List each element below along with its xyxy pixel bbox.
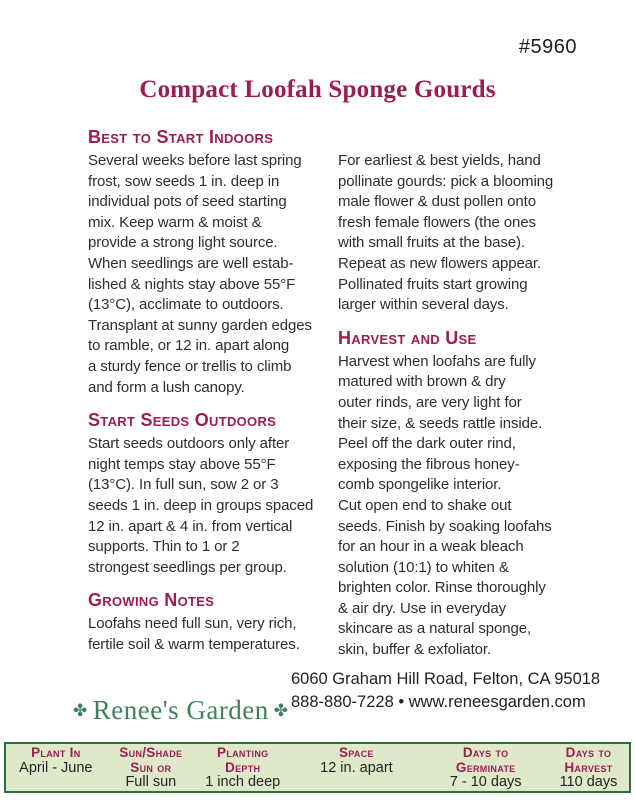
body-text-line: a sturdy fence or trellis to climb	[88, 357, 292, 375]
info-table-value: 7 - 10 days	[449, 774, 522, 790]
address-line: 6060 Graham Hill Road, Felton, CA 95018	[291, 670, 601, 688]
body-text-line: Pollinated fruits start growing	[338, 275, 528, 293]
body-text-line: Repeat as new flowers appear.	[338, 254, 542, 272]
contact-block	[291, 668, 600, 713]
brand-name: Renee's Garden	[92, 695, 269, 725]
info-table-header: Sun or	[130, 759, 172, 775]
body-text-line: outer rinds, are very light for	[338, 393, 522, 411]
info-table-column	[196, 746, 289, 790]
packet-number: #5960	[518, 36, 577, 58]
info-table-header: Depth	[225, 759, 261, 775]
body-text-line: comb spongelike interior.	[338, 476, 502, 494]
body-text-line: strongest seedlings per group.	[88, 558, 287, 576]
body-text-line: Transplant at sunny garden edges	[88, 316, 312, 334]
section-heading: Best to Start Indoors	[88, 127, 274, 147]
body-text-line: seeds 1 in. deep in groups spaced	[88, 496, 314, 514]
body-text-line: Start seeds outdoors only after	[88, 435, 290, 453]
info-table-header: Germinate	[455, 759, 516, 775]
info-table-column	[548, 746, 629, 790]
body-text-line: pollinate gourds: pick a blooming	[338, 172, 554, 190]
body-text-line: When seedlings are well estab-	[88, 254, 294, 272]
body-text-line: solution (10:1) to whiten &	[338, 558, 509, 576]
info-table-header: Planting	[217, 745, 269, 760]
body-text-line: Several weeks before last spring	[88, 152, 302, 169]
body-text-line: brighten color. Rinse thoroughly	[338, 579, 546, 597]
left-text-column	[88, 127, 340, 655]
body-text-line: fertile soil & warm temperatures.	[88, 635, 300, 653]
body-text-line: frost, sow seeds 1 in. deep in	[88, 172, 280, 190]
text-section	[88, 410, 340, 578]
text-section	[88, 590, 340, 655]
info-table-value: Full sun	[125, 774, 177, 790]
body-text-line: and form a lush canopy.	[88, 378, 245, 396]
info-table-header: Space	[338, 745, 374, 760]
body-text-line: larger within several days.	[338, 296, 509, 314]
info-table-header: Plant In	[31, 745, 81, 760]
body-text-line: to ramble, or 12 in. apart along	[88, 337, 290, 355]
body-text-line: male flower & dust pollen onto	[338, 193, 536, 211]
body-text-line: (13°C). In full sun, sow 2 or 3	[88, 476, 279, 494]
body-text-line: individual pots of seed starting	[88, 193, 287, 211]
body-text-line: skincare as a natural sponge,	[338, 620, 532, 638]
section-heading: Start Seeds Outdoors	[88, 410, 277, 431]
right-text-column	[338, 151, 606, 661]
phone-website-line: 888-880-7228 • www.reneesgarden.com	[291, 692, 586, 711]
info-table-column	[106, 746, 196, 790]
info-table-header: Sun/Shade	[119, 745, 183, 760]
info-table-value: 110 days	[559, 774, 618, 790]
planting-info-table	[4, 742, 631, 793]
section-heading: Harvest and Use	[338, 327, 477, 348]
text-section	[88, 127, 340, 398]
body-text-line: Harvest when loofahs are fully	[338, 352, 536, 370]
info-table-value: April - June	[19, 759, 93, 776]
info-table-value: 12 in. apart	[320, 759, 393, 776]
body-text-line: mix. Keep warm & moist &	[88, 213, 262, 231]
body-text-line: provide a strong light source.	[88, 234, 278, 252]
body-text-line: supports. Thin to 1 or 2	[88, 538, 240, 556]
info-table-header: Days to	[565, 745, 612, 760]
body-text-line: Peel off the dark outer rind,	[338, 435, 516, 453]
info-table-column	[423, 746, 548, 790]
body-text-line: (13°C), acclimate to outdoors.	[88, 296, 284, 314]
section-heading: Growing Notes	[88, 590, 215, 611]
info-table-header: Days to	[462, 745, 509, 760]
page-title: Compact Loofah Sponge Gourds	[139, 76, 496, 103]
body-text-line: night temps stay above 55°F	[88, 455, 276, 473]
info-table-column	[6, 746, 106, 775]
flower-ornament-icon: ✤	[273, 701, 289, 720]
body-text-line: lished & nights stay above 55°F	[88, 275, 296, 293]
body-text-line: seeds. Finish by soaking loofahs	[338, 517, 552, 535]
body-text-line: fresh female flowers (the ones	[338, 213, 536, 231]
body-text-line: 12 in. apart & 4 in. from vertical	[88, 517, 293, 535]
body-text-line: Cut open end to shake out	[338, 496, 512, 514]
body-text-line: skin, buffer & exfoliator.	[338, 641, 492, 659]
text-section	[338, 151, 606, 316]
body-text-line: Loofahs need full sun, very rich,	[88, 615, 297, 633]
brand-logo	[68, 695, 294, 726]
body-text-line: for an hour in a weak bleach	[338, 538, 524, 556]
info-table-value: 1 inch deep	[205, 774, 281, 790]
body-text-line: matured with brown & dry	[338, 373, 506, 391]
body-text-line: exposing the fibrous honey-	[338, 455, 520, 473]
body-text-line: with small fruits at the base).	[338, 234, 525, 252]
info-table-header: Harvest	[564, 759, 613, 775]
info-table-column	[289, 746, 423, 775]
body-text-line: For earliest & best yields, hand	[338, 152, 541, 169]
text-section	[338, 328, 606, 661]
body-text-line: their size, & seeds rattle inside.	[338, 414, 543, 432]
body-text-line: & air dry. Use in everyday	[338, 599, 507, 617]
flower-ornament-icon: ✤	[73, 701, 88, 720]
